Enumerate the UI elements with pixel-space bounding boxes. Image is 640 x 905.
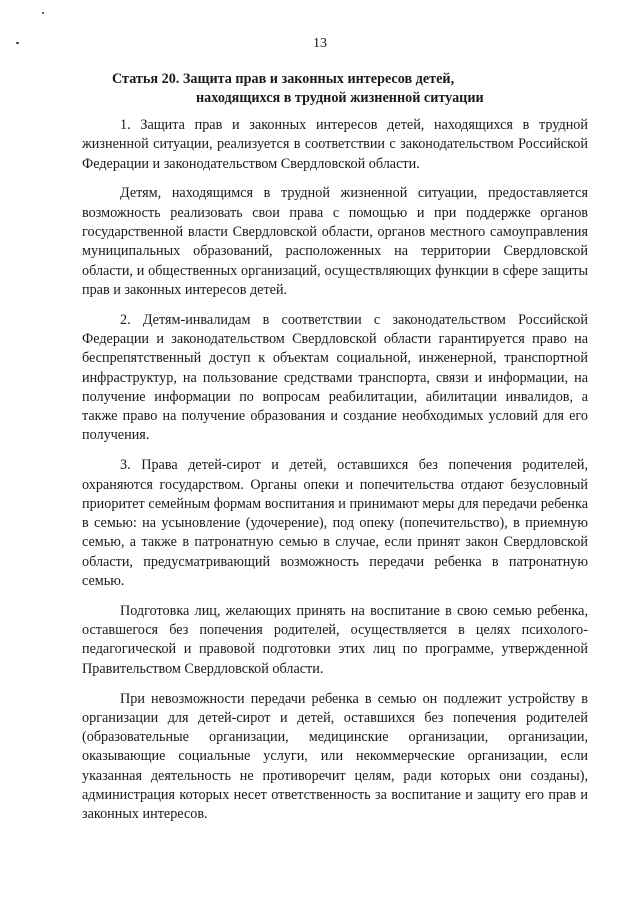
article-heading <box>80 70 560 108</box>
paragraph-5: Подготовка лиц, желающих принять на воспитание в свою семью ребенка, оставшегося без попечения родителей, осуществляется в целях психолого-педагогической и правовой подготовки этих лиц по программе, утвержденной Правительством Свердловской области. <box>82 602 588 677</box>
article-heading-line-1: Статья 20. Защита прав и законных интересов детей, <box>112 71 455 87</box>
paragraph-2: Детям, находящимся в трудной жизненной ситуации, предоставляется возможность реализовать свои права с помощью и при поддержке органов государственной власти Свердловской области, органов местного самоуправления муниципальных образований, расположенных на территории Свердловской области, и общественных организаций, осуществляющих функции в сфере защиты прав и законных интересов детей. <box>82 185 588 298</box>
paragraph-1: 1. Защита прав и законных интересов детей, находящихся в трудной жизненной ситуации, реализуется в соответствии с законодательством Российской Федерации и законодательством Свердловской области. <box>82 117 588 172</box>
article-body <box>82 116 588 835</box>
paragraph-6: При невозможности передачи ребенка в семью он подлежит устройству в организации для детей-сирот и детей, оставшихся без попечения родителей (образовательные организации, медицинские организации, организации, оказывающие социальные услуги, или некоммерческие организации, если указанная деятельность не противоречит целям, ради которых они созданы), администрация которых несет ответственность за воспитание и защиту его прав и законных интересов. <box>82 690 588 823</box>
page-number: 13 <box>313 36 327 51</box>
paragraph-3: 2. Детям-инвалидам в соответствии с законодательством Российской Федерации и законодательством Свердловской области гарантируется право на беспрепятственный доступ к объектам социальной, инженерной, транспортной инфраструктур, на пользование средствами транспорта, связи и информации, на получение информации по вопросам реабилитации, абилитации инвалидов, а также право на получение образования и создание необходимых условий для его получения. <box>82 311 588 444</box>
scan-speck <box>42 12 44 14</box>
paragraph-4: 3. Права детей-сирот и детей, оставшихся без попечения родителей, охраняются государством. Органы опеки и попечительства отдают безусловный приоритет семейным формам воспитания и принимают меры для передачи ребенка в семью: на усыновление (удочерение), под опеку (попечительство), в приемную семью, а также в патронатную семью в случае, если принят закон Свердловской области, предусматривающий возможность передачи ребенка в патронатную семью. <box>82 457 588 590</box>
article-heading-line-2: находящихся в трудной жизненной ситуации <box>196 90 484 106</box>
